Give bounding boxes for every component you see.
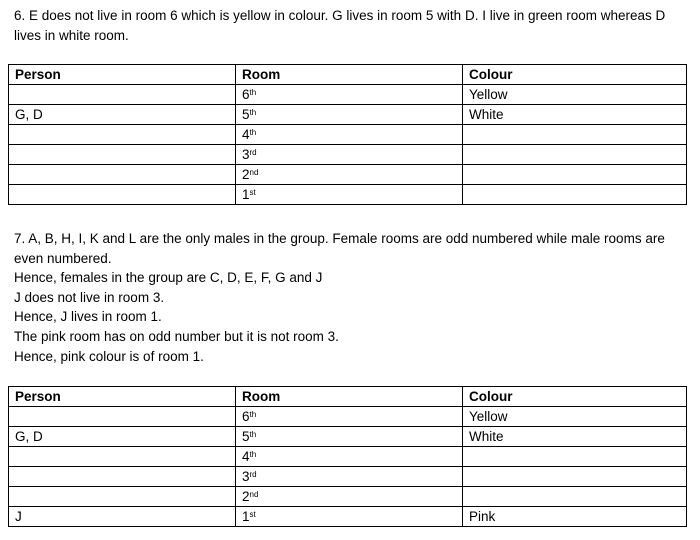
- table-row: [9, 467, 687, 487]
- person-cell: [9, 85, 236, 105]
- room-number: 1: [242, 186, 250, 202]
- colour-cell: [463, 447, 687, 467]
- person-cell: J: [9, 507, 236, 527]
- room-cell: [236, 85, 463, 105]
- table-row: [9, 105, 687, 125]
- colour-cell: [463, 467, 687, 487]
- room-cell: [236, 447, 463, 467]
- room-cell: [236, 145, 463, 165]
- room-ordinal-suffix: th: [249, 409, 257, 419]
- person-cell: [9, 125, 236, 145]
- colour-cell: Yellow: [463, 85, 687, 105]
- colour-cell: Yellow: [463, 407, 687, 427]
- person-cell: [9, 447, 236, 467]
- header-colour: Colour: [463, 387, 687, 407]
- person-cell: [9, 407, 236, 427]
- rooms-table-1: [8, 64, 687, 205]
- paragraph-7-line: The pink room has on odd number but it is not room 3.: [14, 328, 339, 344]
- paragraph-7-line: Hence, females in the group are C, D, E, F, G and J: [14, 270, 323, 286]
- person-cell: [9, 145, 236, 165]
- colour-cell: [463, 125, 687, 145]
- room-ordinal-suffix: st: [249, 509, 256, 519]
- room-cell: [236, 165, 463, 185]
- person-cell: G, D: [9, 105, 236, 125]
- colour-cell: [463, 165, 687, 185]
- room-ordinal-suffix: nd: [249, 489, 259, 499]
- table-header-row: [9, 65, 687, 85]
- room-number: 4: [242, 448, 250, 464]
- header-colour: Colour: [463, 65, 687, 85]
- room-number: 4: [242, 126, 250, 142]
- table-row: [9, 85, 687, 105]
- paragraph-7-line: 7. A, B, H, I, K and L are the only males in the group. Female rooms are odd numbered while male rooms are even numbered.: [14, 231, 665, 266]
- colour-cell: [463, 145, 687, 165]
- person-cell: [9, 487, 236, 507]
- room-number: 6: [242, 86, 250, 102]
- room-cell: [236, 467, 463, 487]
- paragraph-6-text: 6. E does not live in room 6 which is yellow in colour. G lives in room 5 with D. I live in green room whereas D lives in white room.: [14, 8, 666, 43]
- table-row: [9, 507, 687, 527]
- room-cell: [236, 507, 463, 527]
- table-row: [9, 145, 687, 165]
- table-row: [9, 185, 687, 205]
- room-number: 6: [242, 408, 250, 424]
- room-number: 3: [242, 146, 250, 162]
- room-ordinal-suffix: th: [249, 449, 257, 459]
- room-ordinal-suffix: th: [249, 127, 257, 137]
- table-row: [9, 165, 687, 185]
- header-person: Person: [9, 65, 236, 85]
- colour-cell: [463, 185, 687, 205]
- room-ordinal-suffix: th: [249, 107, 257, 117]
- room-cell: [236, 487, 463, 507]
- room-ordinal-suffix: nd: [249, 167, 259, 177]
- room-number: 3: [242, 468, 250, 484]
- table-row: [9, 125, 687, 145]
- room-cell: [236, 407, 463, 427]
- header-person: Person: [9, 387, 236, 407]
- table-header-row: [9, 387, 687, 407]
- paragraph-7-line: Hence, pink colour is of room 1.: [14, 348, 204, 364]
- person-cell: [9, 467, 236, 487]
- room-number: 1: [242, 508, 250, 524]
- room-ordinal-suffix: st: [249, 187, 256, 197]
- table-row: [9, 487, 687, 507]
- room-number: 5: [242, 428, 250, 444]
- colour-cell: Pink: [463, 507, 687, 527]
- colour-cell: White: [463, 105, 687, 125]
- table-row: [9, 427, 687, 447]
- paragraph-7-line: J does not live in room 3.: [14, 289, 165, 305]
- room-ordinal-suffix: rd: [249, 469, 257, 479]
- room-ordinal-suffix: th: [249, 429, 257, 439]
- room-cell: [236, 427, 463, 447]
- room-cell: [236, 185, 463, 205]
- room-cell: [236, 105, 463, 125]
- person-cell: [9, 185, 236, 205]
- table-row: [9, 447, 687, 467]
- paragraph-7-line: Hence, J lives in room 1.: [14, 309, 162, 325]
- room-ordinal-suffix: rd: [249, 147, 257, 157]
- room-number: 2: [242, 488, 250, 504]
- person-cell: [9, 165, 236, 185]
- room-number: 2: [242, 166, 250, 182]
- header-room: Room: [236, 65, 463, 85]
- colour-cell: White: [463, 427, 687, 447]
- person-cell: G, D: [9, 427, 236, 447]
- rooms-table-2: [8, 386, 687, 527]
- paragraph-7: [14, 229, 686, 366]
- room-number: 5: [242, 106, 250, 122]
- colour-cell: [463, 487, 687, 507]
- header-room: Room: [236, 387, 463, 407]
- table-row: [9, 407, 687, 427]
- room-ordinal-suffix: th: [249, 87, 257, 97]
- room-cell: [236, 125, 463, 145]
- paragraph-6: [14, 6, 686, 45]
